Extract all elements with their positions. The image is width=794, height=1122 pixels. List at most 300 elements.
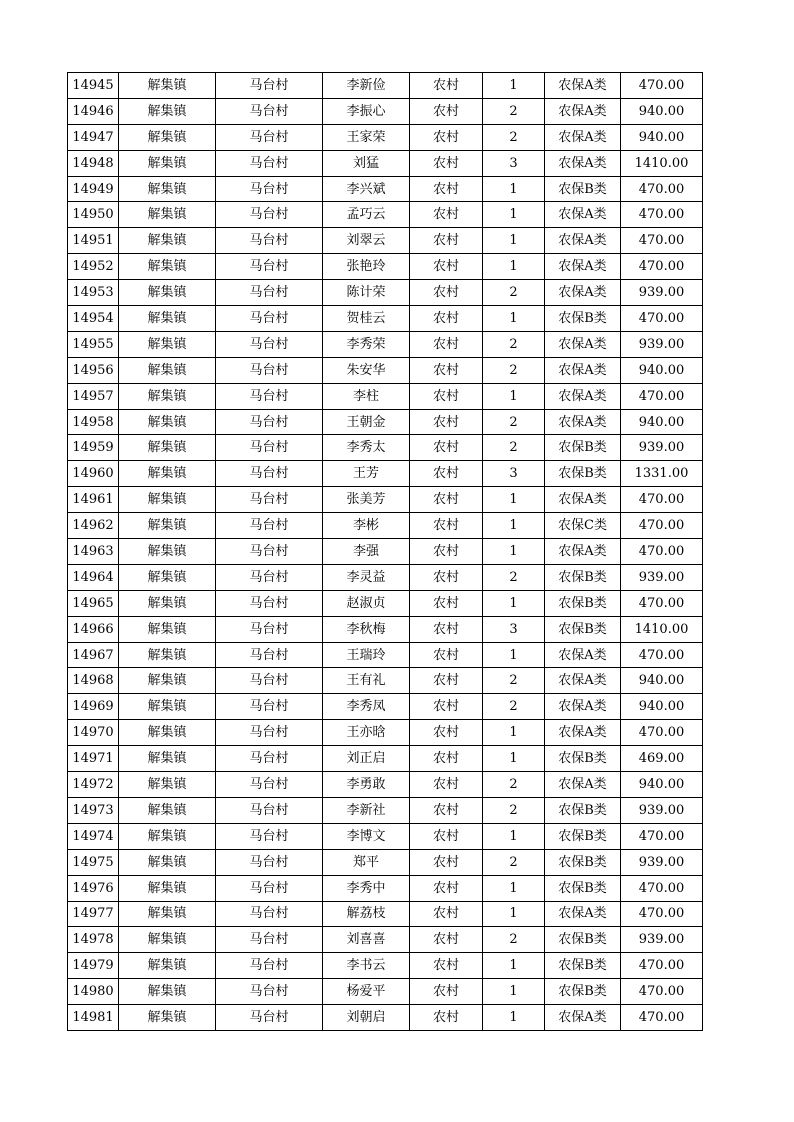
village-cell: 马台村 xyxy=(216,720,323,746)
household-type-cell: 农村 xyxy=(410,746,483,772)
town-cell: 解集镇 xyxy=(119,435,216,461)
amount-cell: 940.00 xyxy=(621,357,703,383)
table-row xyxy=(68,564,703,590)
category-cell: 农保A类 xyxy=(545,694,621,720)
table-row xyxy=(68,254,703,280)
serial-number-cell: 14957 xyxy=(68,383,119,409)
serial-number-cell: 14975 xyxy=(68,849,119,875)
member-count-cell: 1 xyxy=(483,953,545,979)
table-row xyxy=(68,73,703,99)
category-cell: 农保A类 xyxy=(545,73,621,99)
name-cell: 刘正启 xyxy=(323,746,410,772)
category-cell: 农保A类 xyxy=(545,98,621,124)
member-count-cell: 2 xyxy=(483,564,545,590)
household-type-cell: 农村 xyxy=(410,202,483,228)
household-type-cell: 农村 xyxy=(410,539,483,565)
table-row xyxy=(68,409,703,435)
town-cell: 解集镇 xyxy=(119,668,216,694)
serial-number-cell: 14981 xyxy=(68,1005,119,1031)
serial-number-cell: 14952 xyxy=(68,254,119,280)
village-cell: 马台村 xyxy=(216,875,323,901)
amount-cell: 1410.00 xyxy=(621,150,703,176)
member-count-cell: 1 xyxy=(483,487,545,513)
table-row xyxy=(68,694,703,720)
town-cell: 解集镇 xyxy=(119,513,216,539)
household-type-cell: 农村 xyxy=(410,357,483,383)
table-row xyxy=(68,823,703,849)
village-cell: 马台村 xyxy=(216,357,323,383)
category-cell: 农保A类 xyxy=(545,228,621,254)
amount-cell: 470.00 xyxy=(621,642,703,668)
household-type-cell: 农村 xyxy=(410,953,483,979)
name-cell: 陈计荣 xyxy=(323,280,410,306)
name-cell: 李博文 xyxy=(323,823,410,849)
name-cell: 李秋梅 xyxy=(323,616,410,642)
member-count-cell: 1 xyxy=(483,254,545,280)
category-cell: 农保B类 xyxy=(545,616,621,642)
category-cell: 农保A类 xyxy=(545,202,621,228)
household-type-cell: 农村 xyxy=(410,772,483,798)
town-cell: 解集镇 xyxy=(119,590,216,616)
category-cell: 农保B类 xyxy=(545,306,621,332)
town-cell: 解集镇 xyxy=(119,383,216,409)
name-cell: 李新俭 xyxy=(323,73,410,99)
village-cell: 马台村 xyxy=(216,772,323,798)
name-cell: 孟巧云 xyxy=(323,202,410,228)
household-type-cell: 农村 xyxy=(410,98,483,124)
town-cell: 解集镇 xyxy=(119,176,216,202)
amount-cell: 470.00 xyxy=(621,202,703,228)
member-count-cell: 1 xyxy=(483,306,545,332)
name-cell: 李秀荣 xyxy=(323,331,410,357)
serial-number-cell: 14978 xyxy=(68,927,119,953)
table-row xyxy=(68,668,703,694)
name-cell: 李秀中 xyxy=(323,875,410,901)
category-cell: 农保B类 xyxy=(545,849,621,875)
town-cell: 解集镇 xyxy=(119,331,216,357)
member-count-cell: 2 xyxy=(483,357,545,383)
serial-number-cell: 14962 xyxy=(68,513,119,539)
household-type-cell: 农村 xyxy=(410,461,483,487)
serial-number-cell: 14963 xyxy=(68,539,119,565)
village-cell: 马台村 xyxy=(216,539,323,565)
serial-number-cell: 14968 xyxy=(68,668,119,694)
household-type-cell: 农村 xyxy=(410,642,483,668)
serial-number-cell: 14970 xyxy=(68,720,119,746)
town-cell: 解集镇 xyxy=(119,901,216,927)
table-row xyxy=(68,487,703,513)
village-cell: 马台村 xyxy=(216,694,323,720)
serial-number-cell: 14959 xyxy=(68,435,119,461)
category-cell: 农保A类 xyxy=(545,280,621,306)
member-count-cell: 2 xyxy=(483,280,545,306)
category-cell: 农保B类 xyxy=(545,176,621,202)
amount-cell: 939.00 xyxy=(621,435,703,461)
category-cell: 农保B类 xyxy=(545,823,621,849)
household-type-cell: 农村 xyxy=(410,306,483,332)
name-cell: 刘猛 xyxy=(323,150,410,176)
town-cell: 解集镇 xyxy=(119,616,216,642)
serial-number-cell: 14949 xyxy=(68,176,119,202)
amount-cell: 470.00 xyxy=(621,176,703,202)
household-type-cell: 农村 xyxy=(410,797,483,823)
name-cell: 李秀凤 xyxy=(323,694,410,720)
table-row xyxy=(68,720,703,746)
serial-number-cell: 14948 xyxy=(68,150,119,176)
village-cell: 马台村 xyxy=(216,124,323,150)
member-count-cell: 1 xyxy=(483,73,545,99)
village-cell: 马台村 xyxy=(216,849,323,875)
amount-cell: 470.00 xyxy=(621,254,703,280)
village-cell: 马台村 xyxy=(216,280,323,306)
category-cell: 农保A类 xyxy=(545,668,621,694)
member-count-cell: 3 xyxy=(483,150,545,176)
member-count-cell: 2 xyxy=(483,435,545,461)
amount-cell: 939.00 xyxy=(621,280,703,306)
amount-cell: 470.00 xyxy=(621,875,703,901)
amount-cell: 470.00 xyxy=(621,306,703,332)
household-type-cell: 农村 xyxy=(410,435,483,461)
household-type-cell: 农村 xyxy=(410,720,483,746)
member-count-cell: 1 xyxy=(483,202,545,228)
name-cell: 刘喜喜 xyxy=(323,927,410,953)
member-count-cell: 1 xyxy=(483,176,545,202)
member-count-cell: 1 xyxy=(483,901,545,927)
member-count-cell: 1 xyxy=(483,746,545,772)
table-row xyxy=(68,357,703,383)
town-cell: 解集镇 xyxy=(119,254,216,280)
household-type-cell: 农村 xyxy=(410,280,483,306)
name-cell: 贺桂云 xyxy=(323,306,410,332)
category-cell: 农保C类 xyxy=(545,513,621,539)
town-cell: 解集镇 xyxy=(119,306,216,332)
table-row xyxy=(68,124,703,150)
table-row xyxy=(68,306,703,332)
amount-cell: 470.00 xyxy=(621,953,703,979)
name-cell: 李灵益 xyxy=(323,564,410,590)
member-count-cell: 1 xyxy=(483,720,545,746)
member-count-cell: 3 xyxy=(483,461,545,487)
name-cell: 王亦晗 xyxy=(323,720,410,746)
town-cell: 解集镇 xyxy=(119,875,216,901)
roster-table-body xyxy=(68,73,703,1031)
category-cell: 农保A类 xyxy=(545,409,621,435)
serial-number-cell: 14945 xyxy=(68,73,119,99)
table-row xyxy=(68,772,703,798)
category-cell: 农保A类 xyxy=(545,1005,621,1031)
village-cell: 马台村 xyxy=(216,331,323,357)
village-cell: 马台村 xyxy=(216,1005,323,1031)
village-cell: 马台村 xyxy=(216,564,323,590)
serial-number-cell: 14953 xyxy=(68,280,119,306)
amount-cell: 1410.00 xyxy=(621,616,703,642)
village-cell: 马台村 xyxy=(216,616,323,642)
serial-number-cell: 14967 xyxy=(68,642,119,668)
village-cell: 马台村 xyxy=(216,668,323,694)
town-cell: 解集镇 xyxy=(119,694,216,720)
amount-cell: 939.00 xyxy=(621,564,703,590)
member-count-cell: 1 xyxy=(483,823,545,849)
town-cell: 解集镇 xyxy=(119,280,216,306)
table-row xyxy=(68,746,703,772)
town-cell: 解集镇 xyxy=(119,979,216,1005)
serial-number-cell: 14958 xyxy=(68,409,119,435)
amount-cell: 470.00 xyxy=(621,720,703,746)
amount-cell: 940.00 xyxy=(621,694,703,720)
serial-number-cell: 14965 xyxy=(68,590,119,616)
member-count-cell: 2 xyxy=(483,98,545,124)
village-cell: 马台村 xyxy=(216,73,323,99)
category-cell: 农保A类 xyxy=(545,901,621,927)
category-cell: 农保A类 xyxy=(545,720,621,746)
village-cell: 马台村 xyxy=(216,176,323,202)
amount-cell: 469.00 xyxy=(621,746,703,772)
village-cell: 马台村 xyxy=(216,409,323,435)
table-row xyxy=(68,202,703,228)
household-type-cell: 农村 xyxy=(410,409,483,435)
village-cell: 马台村 xyxy=(216,228,323,254)
household-type-cell: 农村 xyxy=(410,875,483,901)
serial-number-cell: 14954 xyxy=(68,306,119,332)
name-cell: 王有礼 xyxy=(323,668,410,694)
name-cell: 李勇敢 xyxy=(323,772,410,798)
category-cell: 农保B类 xyxy=(545,953,621,979)
table-row xyxy=(68,461,703,487)
serial-number-cell: 14951 xyxy=(68,228,119,254)
category-cell: 农保A类 xyxy=(545,383,621,409)
serial-number-cell: 14969 xyxy=(68,694,119,720)
village-cell: 马台村 xyxy=(216,590,323,616)
table-row xyxy=(68,979,703,1005)
serial-number-cell: 14966 xyxy=(68,616,119,642)
table-row xyxy=(68,642,703,668)
category-cell: 农保A类 xyxy=(545,539,621,565)
table-row xyxy=(68,539,703,565)
category-cell: 农保A类 xyxy=(545,124,621,150)
village-cell: 马台村 xyxy=(216,98,323,124)
category-cell: 农保B类 xyxy=(545,590,621,616)
name-cell: 张艳玲 xyxy=(323,254,410,280)
name-cell: 王朝金 xyxy=(323,409,410,435)
amount-cell: 940.00 xyxy=(621,124,703,150)
name-cell: 李秀太 xyxy=(323,435,410,461)
name-cell: 王芳 xyxy=(323,461,410,487)
roster-table xyxy=(67,72,703,1031)
name-cell: 李兴斌 xyxy=(323,176,410,202)
amount-cell: 470.00 xyxy=(621,823,703,849)
serial-number-cell: 14980 xyxy=(68,979,119,1005)
household-type-cell: 农村 xyxy=(410,979,483,1005)
name-cell: 李书云 xyxy=(323,953,410,979)
table-row xyxy=(68,901,703,927)
member-count-cell: 2 xyxy=(483,797,545,823)
category-cell: 农保A类 xyxy=(545,331,621,357)
member-count-cell: 1 xyxy=(483,642,545,668)
category-cell: 农保A类 xyxy=(545,254,621,280)
member-count-cell: 2 xyxy=(483,927,545,953)
member-count-cell: 1 xyxy=(483,228,545,254)
town-cell: 解集镇 xyxy=(119,849,216,875)
town-cell: 解集镇 xyxy=(119,797,216,823)
household-type-cell: 农村 xyxy=(410,176,483,202)
town-cell: 解集镇 xyxy=(119,953,216,979)
serial-number-cell: 14960 xyxy=(68,461,119,487)
town-cell: 解集镇 xyxy=(119,124,216,150)
table-row xyxy=(68,383,703,409)
member-count-cell: 2 xyxy=(483,772,545,798)
serial-number-cell: 14976 xyxy=(68,875,119,901)
name-cell: 郑平 xyxy=(323,849,410,875)
amount-cell: 939.00 xyxy=(621,797,703,823)
table-row xyxy=(68,875,703,901)
table-row xyxy=(68,435,703,461)
amount-cell: 470.00 xyxy=(621,539,703,565)
name-cell: 李彬 xyxy=(323,513,410,539)
village-cell: 马台村 xyxy=(216,642,323,668)
member-count-cell: 3 xyxy=(483,616,545,642)
table-row xyxy=(68,927,703,953)
village-cell: 马台村 xyxy=(216,461,323,487)
household-type-cell: 农村 xyxy=(410,694,483,720)
village-cell: 马台村 xyxy=(216,746,323,772)
household-type-cell: 农村 xyxy=(410,901,483,927)
serial-number-cell: 14973 xyxy=(68,797,119,823)
village-cell: 马台村 xyxy=(216,150,323,176)
member-count-cell: 1 xyxy=(483,383,545,409)
table-row xyxy=(68,176,703,202)
table-row xyxy=(68,849,703,875)
table-row xyxy=(68,1005,703,1031)
village-cell: 马台村 xyxy=(216,979,323,1005)
amount-cell: 470.00 xyxy=(621,73,703,99)
town-cell: 解集镇 xyxy=(119,357,216,383)
name-cell: 李新社 xyxy=(323,797,410,823)
name-cell: 刘翠云 xyxy=(323,228,410,254)
table-row xyxy=(68,331,703,357)
amount-cell: 940.00 xyxy=(621,409,703,435)
name-cell: 王瑞玲 xyxy=(323,642,410,668)
amount-cell: 939.00 xyxy=(621,927,703,953)
amount-cell: 940.00 xyxy=(621,98,703,124)
table-row xyxy=(68,280,703,306)
town-cell: 解集镇 xyxy=(119,772,216,798)
village-cell: 马台村 xyxy=(216,901,323,927)
serial-number-cell: 14974 xyxy=(68,823,119,849)
town-cell: 解集镇 xyxy=(119,461,216,487)
category-cell: 农保B类 xyxy=(545,746,621,772)
village-cell: 马台村 xyxy=(216,306,323,332)
table-row xyxy=(68,616,703,642)
town-cell: 解集镇 xyxy=(119,564,216,590)
village-cell: 马台村 xyxy=(216,435,323,461)
category-cell: 农保A类 xyxy=(545,772,621,798)
town-cell: 解集镇 xyxy=(119,73,216,99)
member-count-cell: 2 xyxy=(483,668,545,694)
village-cell: 马台村 xyxy=(216,513,323,539)
town-cell: 解集镇 xyxy=(119,228,216,254)
household-type-cell: 农村 xyxy=(410,927,483,953)
town-cell: 解集镇 xyxy=(119,1005,216,1031)
name-cell: 朱安华 xyxy=(323,357,410,383)
category-cell: 农保B类 xyxy=(545,875,621,901)
table-row xyxy=(68,953,703,979)
member-count-cell: 2 xyxy=(483,694,545,720)
table-row xyxy=(68,513,703,539)
amount-cell: 470.00 xyxy=(621,1005,703,1031)
amount-cell: 939.00 xyxy=(621,331,703,357)
name-cell: 王家荣 xyxy=(323,124,410,150)
name-cell: 赵淑贞 xyxy=(323,590,410,616)
category-cell: 农保A类 xyxy=(545,642,621,668)
household-type-cell: 农村 xyxy=(410,849,483,875)
amount-cell: 470.00 xyxy=(621,590,703,616)
category-cell: 农保B类 xyxy=(545,564,621,590)
serial-number-cell: 14956 xyxy=(68,357,119,383)
household-type-cell: 农村 xyxy=(410,564,483,590)
member-count-cell: 1 xyxy=(483,539,545,565)
village-cell: 马台村 xyxy=(216,254,323,280)
member-count-cell: 1 xyxy=(483,513,545,539)
category-cell: 农保A类 xyxy=(545,357,621,383)
category-cell: 农保B类 xyxy=(545,461,621,487)
amount-cell: 939.00 xyxy=(621,849,703,875)
household-type-cell: 农村 xyxy=(410,331,483,357)
household-type-cell: 农村 xyxy=(410,73,483,99)
serial-number-cell: 14950 xyxy=(68,202,119,228)
table-row xyxy=(68,228,703,254)
village-cell: 马台村 xyxy=(216,383,323,409)
name-cell: 李振心 xyxy=(323,98,410,124)
member-count-cell: 2 xyxy=(483,409,545,435)
town-cell: 解集镇 xyxy=(119,539,216,565)
household-type-cell: 农村 xyxy=(410,823,483,849)
town-cell: 解集镇 xyxy=(119,98,216,124)
member-count-cell: 1 xyxy=(483,875,545,901)
serial-number-cell: 14972 xyxy=(68,772,119,798)
table-row xyxy=(68,590,703,616)
household-type-cell: 农村 xyxy=(410,228,483,254)
household-type-cell: 农村 xyxy=(410,487,483,513)
amount-cell: 470.00 xyxy=(621,383,703,409)
village-cell: 马台村 xyxy=(216,927,323,953)
town-cell: 解集镇 xyxy=(119,720,216,746)
amount-cell: 470.00 xyxy=(621,901,703,927)
amount-cell: 940.00 xyxy=(621,668,703,694)
town-cell: 解集镇 xyxy=(119,927,216,953)
name-cell: 张美芳 xyxy=(323,487,410,513)
household-type-cell: 农村 xyxy=(410,616,483,642)
serial-number-cell: 14971 xyxy=(68,746,119,772)
household-type-cell: 农村 xyxy=(410,513,483,539)
category-cell: 农保A类 xyxy=(545,150,621,176)
amount-cell: 1331.00 xyxy=(621,461,703,487)
household-type-cell: 农村 xyxy=(410,254,483,280)
category-cell: 农保B类 xyxy=(545,979,621,1005)
name-cell: 解荔枝 xyxy=(323,901,410,927)
category-cell: 农保A类 xyxy=(545,487,621,513)
serial-number-cell: 14961 xyxy=(68,487,119,513)
category-cell: 农保B类 xyxy=(545,435,621,461)
table-row xyxy=(68,150,703,176)
town-cell: 解集镇 xyxy=(119,823,216,849)
serial-number-cell: 14946 xyxy=(68,98,119,124)
village-cell: 马台村 xyxy=(216,823,323,849)
amount-cell: 470.00 xyxy=(621,979,703,1005)
serial-number-cell: 14947 xyxy=(68,124,119,150)
household-type-cell: 农村 xyxy=(410,1005,483,1031)
name-cell: 杨爱平 xyxy=(323,979,410,1005)
table-row xyxy=(68,98,703,124)
